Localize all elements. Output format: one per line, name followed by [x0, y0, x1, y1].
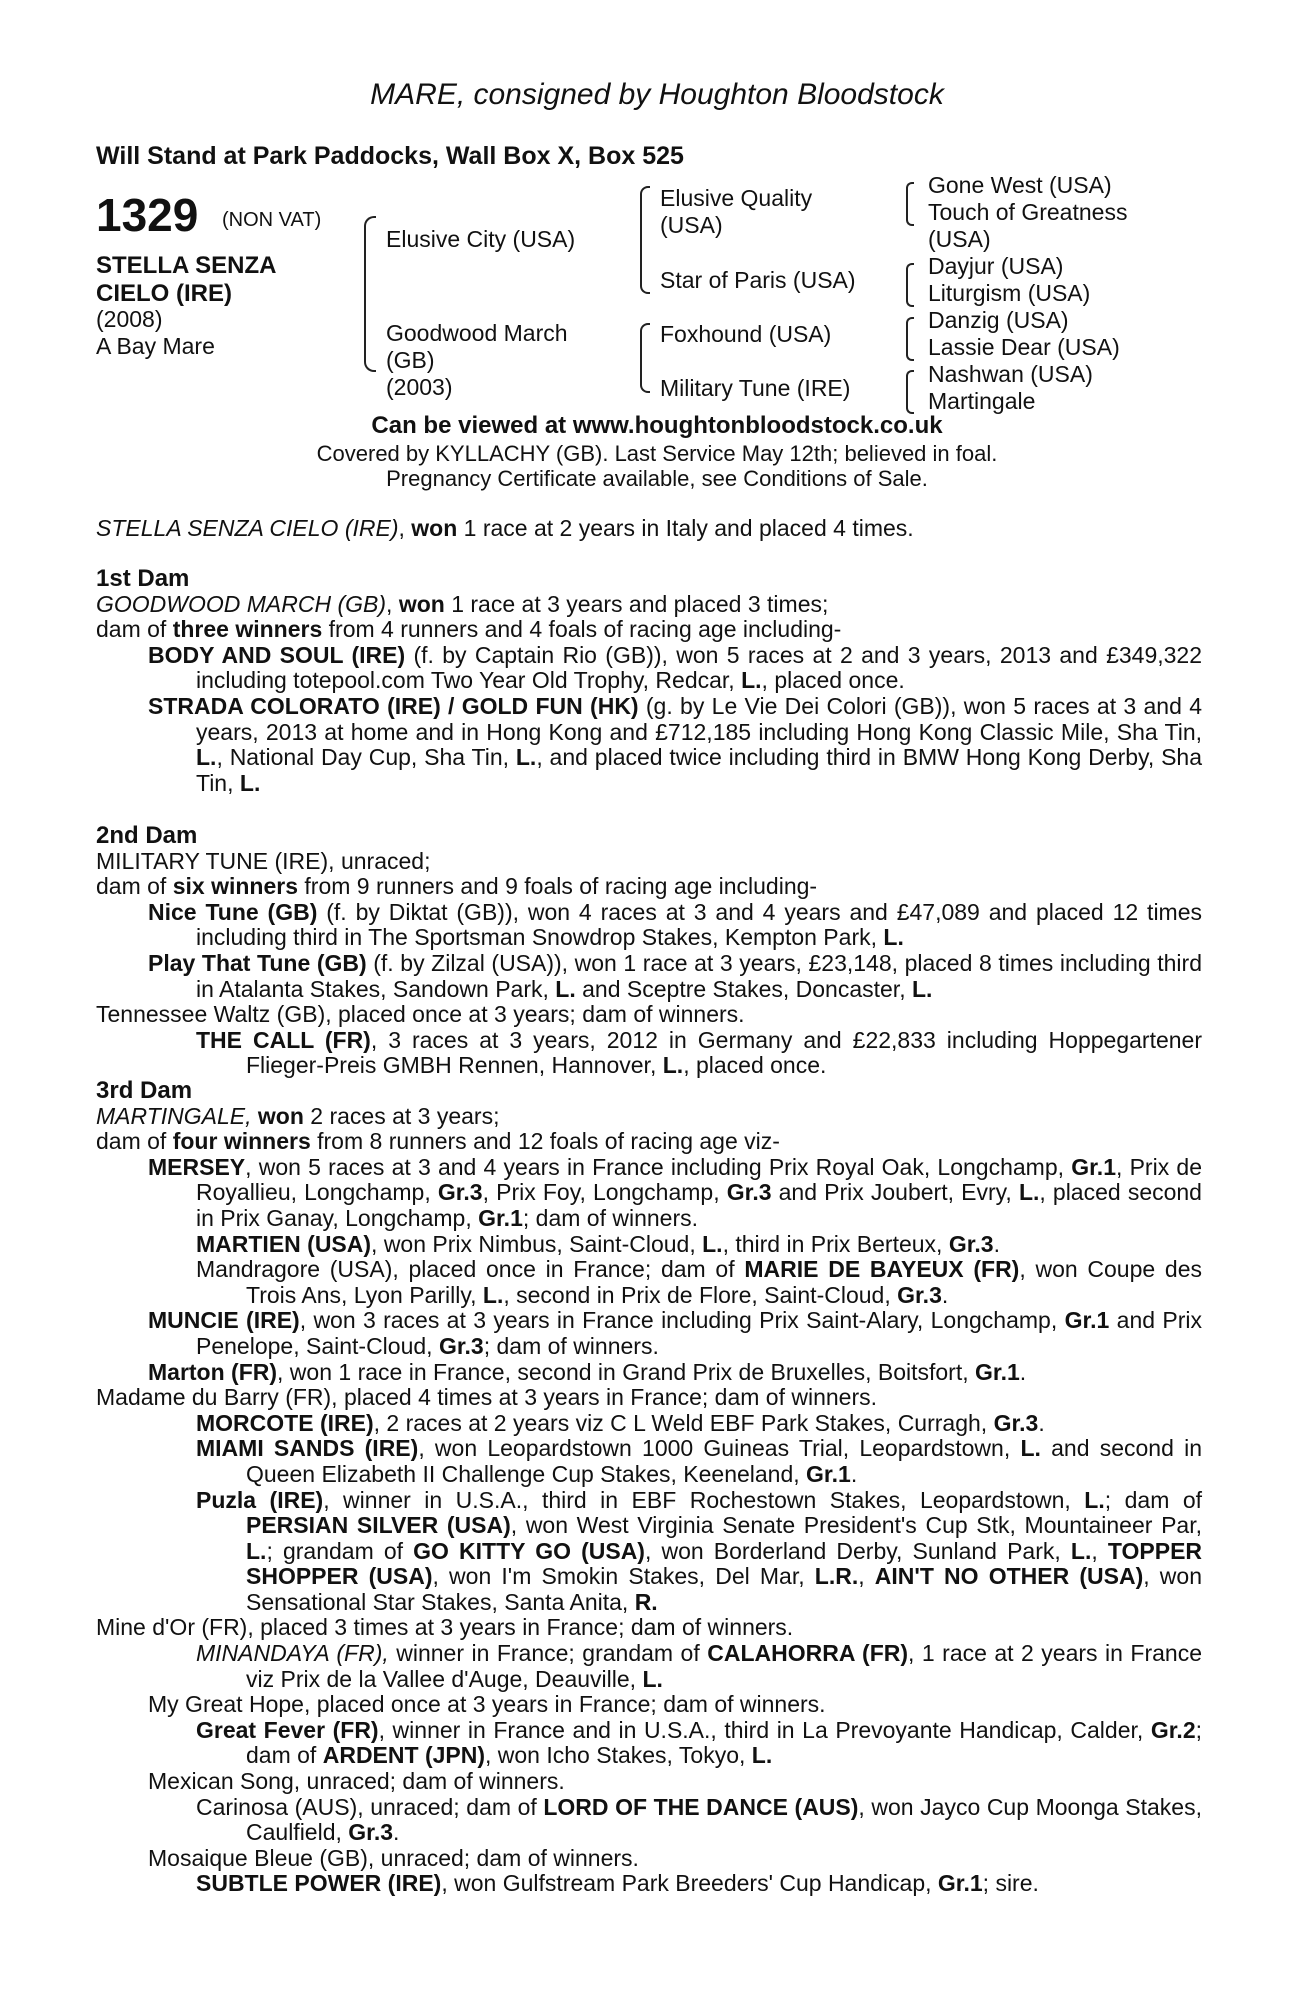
- progeny-entry: Puzla (IRE), winner in U.S.A., third in EBF Rochestown Stakes, Leopardstown, L.; dam of PERSIAN SILVER (USA), won West Virginia Senate President's Cup Stk, Mountaineer Par, L.; grandam of GO KITTY GO (USA), won Borderland Derby, Sunland Park, L., TOPPER SHOPPER (USA), won I'm Smokin Stakes, Del Mar, L.R., AIN'T NO OTHER (USA), won Sensational Star Stakes, Santa Anita, R.: [196, 1486, 1203, 1615]
- horse-desc: A Bay Mare: [96, 333, 215, 359]
- ped-g6: Lassie Dear (USA): [928, 334, 1120, 360]
- brace-g4: [906, 370, 914, 414]
- dam2-name: MILITARY TUNE (IRE), unraced;: [96, 847, 431, 874]
- ped-g2: [928, 199, 1127, 253]
- second-dam-section: 2nd Dam MILITARY TUNE (IRE), unraced; dam of six winners from 9 runners and 9 foals of racing age including- Nice Tune (GB) (f. by Diktat (GB)), won 4 races at 3 and 4 years and £47,089 and placed 12 times including third in The Sportsman Snowdrop Stakes, Kempton Park, L. Play That Tune (GB) (f. by Zilzal (USA)), won 1 race at 3 years, £23,148, placed 8 times including third in Atalanta Stakes, Sandown Park, L. and Sceptre Stakes, Doncaster, L. Tennessee Waltz (GB), placed once at 3 years; dam of winners. THE CALL (FR), 3 races at 3 years, 2012 in Germany and £22,833 including Hoppegartener Flieger-Preis GMBH Rennen, Hannover, L., placed once.: [96, 822, 1203, 1079]
- brace-sire-parents: [640, 186, 650, 294]
- progeny-entry: Great Fever (FR), winner in France and in U.S.A., third in La Prevoyante Handicap, Calder, Gr.2; dam of ARDENT (JPN), won Icho Stakes, Tokyo, L.: [196, 1716, 1203, 1769]
- dam2-winners: six winners: [172, 873, 298, 900]
- ped-g4: Liturgism (USA): [928, 280, 1091, 306]
- progeny-entry: Mandragore (USA), placed once in France; dam of MARIE DE BAYEUX (FR), won Coupe des Trois Ans, Lyon Parilly, L., second in Prix de Flore, Saint-Cloud, Gr.3.: [196, 1256, 1202, 1308]
- progeny-entry: MINANDAYA (FR), winner in France; grandam of CALAHORRA (FR), 1 race at 2 years in France viz Prix de la Vallee d'Auge, Deauville, L.: [196, 1640, 1202, 1692]
- intro-rest: 1 race at 2 years in Italy and placed 4 times.: [457, 515, 914, 541]
- ped-sire-sire-line1: Elusive Quality: [660, 185, 813, 211]
- ped-dam: [386, 320, 568, 401]
- covered-note: Covered by KYLLACHY (GB). Last Service May 12th; believed in foal.: [316, 441, 998, 466]
- progeny-entry: MORCOTE (IRE), 2 races at 2 years viz C L Weld EBF Park Stakes, Curragh, Gr.3.: [196, 1409, 1045, 1436]
- dam1-winners: three winners: [172, 616, 323, 643]
- ped-g1: Gone West (USA): [928, 172, 1112, 198]
- progeny-entry: MUNCIE (IRE), won 3 races at 3 years in France including Prix Saint-Alary, Longchamp, Gr.1 and Prix Penelope, Saint-Cloud, Gr.3; dam of winners.: [148, 1307, 1203, 1359]
- brace-parents: [364, 216, 376, 372]
- progeny-entry: Madame du Barry (FR), placed 4 times at 3 years in France; dam of winners.: [96, 1384, 878, 1411]
- ped-dam-dam: Military Tune (IRE): [660, 375, 851, 401]
- ped-dam-line3: (2003): [386, 374, 453, 400]
- progeny-entry: THE CALL (FR), 3 races at 3 years, 2012 in Germany and £22,833 including Hoppegartener Flieger-Preis GMBH Rennen, Hannover, L., placed once.: [196, 1026, 1202, 1079]
- dam1-name: GOODWOOD MARCH (GB): [96, 590, 387, 617]
- third-dam-heading: 3rd Dam: [96, 1077, 193, 1104]
- progeny-entry: MARTIEN (USA), won Prix Nimbus, Saint-Cloud, L., third in Prix Berteux, Gr.3.: [196, 1230, 1000, 1257]
- ped-g7: Nashwan (USA): [928, 361, 1093, 387]
- progeny-entry: Mosaique Bleue (GB), unraced; dam of winners.: [148, 1844, 639, 1871]
- horse-info: [96, 306, 215, 360]
- progeny-entry: MERSEY, won 5 races at 3 and 4 years in France including Prix Royal Oak, Longchamp, Gr.1, Prix de Royallieu, Longchamp, Gr.3, Prix Foy, Longchamp, Gr.3 and Prix Joubert, Evry, L., placed second in Prix Ganay, Longchamp, Gr.1; dam of winners.: [148, 1153, 1202, 1231]
- horse-name: [96, 252, 276, 308]
- ped-dam-sire: Foxhound (USA): [660, 321, 832, 347]
- ped-sire-sire: [660, 185, 812, 239]
- brace-g3: [906, 317, 914, 361]
- brace-g1: [906, 182, 914, 226]
- progeny-entry: SUBTLE POWER (IRE), won Gulfstream Park Breeders' Cup Handicap, Gr.1; sire.: [196, 1870, 1039, 1897]
- vat-status: (NON VAT): [222, 209, 322, 231]
- ped-dam-line2: (GB): [386, 347, 435, 373]
- race-record: STELLA SENZA CIELO (IRE), won 1 race at 2 years in Italy and placed 4 times.: [96, 515, 914, 541]
- progeny-entry: Play That Tune (GB) (f. by Zilzal (USA)), won 1 race at 3 years, £23,148, placed 8 times including third in Atalanta Stakes, Sandown Park, L. and Sceptre Stakes, Doncaster, L.: [148, 949, 1202, 1002]
- ped-dam-line1: Goodwood March: [386, 320, 568, 346]
- horse-year: (2008): [96, 306, 163, 332]
- first-dam-heading: 1st Dam: [96, 565, 190, 592]
- ped-g2-line1: Touch of Greatness: [928, 199, 1128, 225]
- third-dam-section: 3rd Dam MARTINGALE, won 2 races at 3 years; dam of four winners from 8 runners and 12 foals of racing age viz- MERSEY, won 5 races at 3 and 4 years in France including Prix Royal Oak, Longchamp, Gr.1, Prix de Royallieu, Longchamp, Gr.3, Prix Foy, Longchamp, Gr.3 and Prix Joubert, Evry, L., placed second in Prix Ganay, Longchamp, Gr.1; dam of winners. MARTIEN (USA), won Prix Nimbus, Saint-Cloud, L., third in Prix Berteux, Gr.3. Mandragore (USA), placed once in France; dam of MARIE DE BAYEUX (FR), won Coupe des Trois Ans, Lyon Parilly, L., second in Prix de Flore, Saint-Cloud, Gr.3. MUNCIE (IRE), won 3 races at 3 years in France including Prix Saint-Alary, Longchamp, Gr.1 and Prix Penelope, Saint-Cloud, Gr.3; dam of winners. Marton (FR), won 1 race in France, second in Grand Prix de Bruxelles, Boitsfort, Gr.1. Madame du Barry (FR), placed 4 times at 3 years in France; dam of winners. MORCOTE (IRE), 2 races at 2 years viz C L Weld EBF Park Stakes, Curragh, Gr.3. MIAMI SANDS (IRE), won Leopardstown 1000 Guineas Trial, Leopardstown, L. and second in Queen Elizabeth II Challenge Cup Stakes, Keeneland, Gr.1. Puzla (IRE), winner in U.S.A., third in EBF Rochestown Stakes, Leopardstown, L.; dam of PERSIAN SILVER (USA), won West Virginia Senate President's Cup Stk, Mountaineer Par, L.; grandam of GO KITTY GO (USA), won Borderland Derby, Sunland Park, L., TOPPER SHOPPER (USA), won I'm Smokin Stakes, Del Mar, L.R., AIN'T NO OTHER (USA), won Sensational Star Stakes, Santa Anita, R. Mine d'Or (FR), placed 3 times at 3 years in France; dam of winners. MINANDAYA (FR), winner in France; grandam of CALAHORRA (FR), 1 race at 2 years in France viz Prix de la Vallee d'Auge, Deauville, L. My Great Hope, placed once at 3 years in France; dam of winners. Great Fever (FR), winner in France and in U.S.A., third in La Prevoyante Handicap, Calder, Gr.2; dam of ARDENT (JPN), won Icho Stakes, Tokyo, L. Mexican Song, unraced; dam of winners. Carinosa (AUS), unraced; dam of LORD OF THE DANCE (AUS), won Jayco Cup Moonga Stakes, Caulfield, Gr.3. Mosaique Bleue (GB), unraced; dam of winners. SUBTLE POWER (IRE), won Gulfstream Park Breeders' Cup Handicap, Gr.1; sire.: [96, 1077, 1203, 1897]
- horse-name-line2: CIELO (IRE): [96, 280, 232, 307]
- ped-g5: Danzig (USA): [928, 307, 1069, 333]
- ped-sire-sire-line2: (USA): [660, 212, 723, 238]
- progeny-entry: My Great Hope, placed once at 3 years in France; dam of winners.: [148, 1691, 826, 1718]
- intro-name: STELLA SENZA CIELO (IRE): [96, 515, 399, 541]
- dam3-name: MARTINGALE,: [96, 1102, 252, 1129]
- ped-sire: Elusive City (USA): [386, 226, 576, 252]
- progeny-entry: STRADA COLORATO (IRE) / GOLD FUN (HK) (g. by Le Vie Dei Colori (GB)), won 5 races at 3 and 4 years, 2013 at home and in Hong Kong and £712,185 including Hong Kong Classic Mile, Sha Tin, L., National Day Cup, Sha Tin, L., and placed twice including third in BMW Hong Kong Derby, Sha Tin, L.: [148, 692, 1202, 796]
- second-dam-heading: 2nd Dam: [96, 822, 198, 849]
- pregnancy-note: Pregnancy Certificate available, see Conditions of Sale.: [386, 466, 928, 491]
- ped-sire-dam: Star of Paris (USA): [660, 267, 856, 293]
- ped-g8: Martingale: [928, 388, 1036, 414]
- progeny-entry: Mine d'Or (FR), placed 3 times at 3 years in France; dam of winners.: [96, 1614, 794, 1641]
- intro-won: won: [411, 515, 458, 541]
- ped-g2-line2: (USA): [928, 226, 991, 252]
- brace-dam-parents: [640, 323, 650, 393]
- brace-g2: [906, 263, 914, 307]
- dam1-rest: 1 race at 3 years and placed 3 times;: [444, 590, 829, 617]
- viewing-note: Can be viewed at www.houghtonbloodstock.co.uk: [371, 412, 943, 439]
- progeny-entry: Nice Tune (GB) (f. by Diktat (GB)), won 4 races at 3 and 4 years and £47,089 and placed 12 times including third in The Sportsman Snowdrop Stakes, Kempton Park, L.: [148, 898, 1203, 951]
- progeny-entry: MIAMI SANDS (IRE), won Leopardstown 1000 Guineas Trial, Leopardstown, L. and second in Queen Elizabeth II Challenge Cup Stakes, Keeneland, Gr.1.: [196, 1435, 1202, 1487]
- progeny-entry: Mexican Song, unraced; dam of winners.: [148, 1768, 565, 1795]
- progeny-entry: Tennessee Waltz (GB), placed once at 3 years; dam of winners.: [96, 1001, 745, 1028]
- lot-number: 1329: [96, 189, 199, 241]
- dam1-won: won: [398, 590, 445, 617]
- progeny-entry: Carinosa (AUS), unraced; dam of LORD OF THE DANCE (AUS), won Jayco Cup Moonga Stakes, Caulfield, Gr.3.: [196, 1793, 1202, 1846]
- page-title: MARE, consigned by Houghton Bloodstock: [370, 78, 944, 111]
- stand-location: Will Stand at Park Paddocks, Wall Box X, Box 525: [96, 142, 684, 170]
- progeny-entry: Marton (FR), won 1 race in France, second in Grand Prix de Bruxelles, Boitsfort, Gr.1.: [148, 1358, 1027, 1385]
- progeny-entry: BODY AND SOUL (IRE) (f. by Captain Rio (GB)), won 5 races at 2 and 3 years, 2013 and £349,322 including totepool.com Two Year Old Trophy, Redcar, L., placed once.: [148, 641, 1202, 694]
- horse-name-line1: STELLA SENZA: [96, 252, 277, 279]
- first-dam-section: 1st Dam GOODWOOD MARCH (GB), won 1 race at 3 years and placed 3 times; dam of three winners from 4 runners and 4 foals of racing age including- BODY AND SOUL (IRE) (f. by Captain Rio (GB)), won 5 races at 2 and 3 years, 2013 and £349,322 including totepool.com Two Year Old Trophy, Redcar, L., placed once. STRADA COLORATO (IRE) / GOLD FUN (HK) (g. by Le Vie Dei Colori (GB)), won 5 races at 3 and 4 years, 2013 at home and in Hong Kong and £712,185 including Hong Kong Classic Mile, Sha Tin, L., National Day Cup, Sha Tin, L., and placed twice including third in BMW Hong Kong Derby, Sha Tin, L.: [96, 565, 1202, 796]
- dam3-winners: four winners: [172, 1128, 311, 1155]
- ped-g3: Dayjur (USA): [928, 253, 1064, 279]
